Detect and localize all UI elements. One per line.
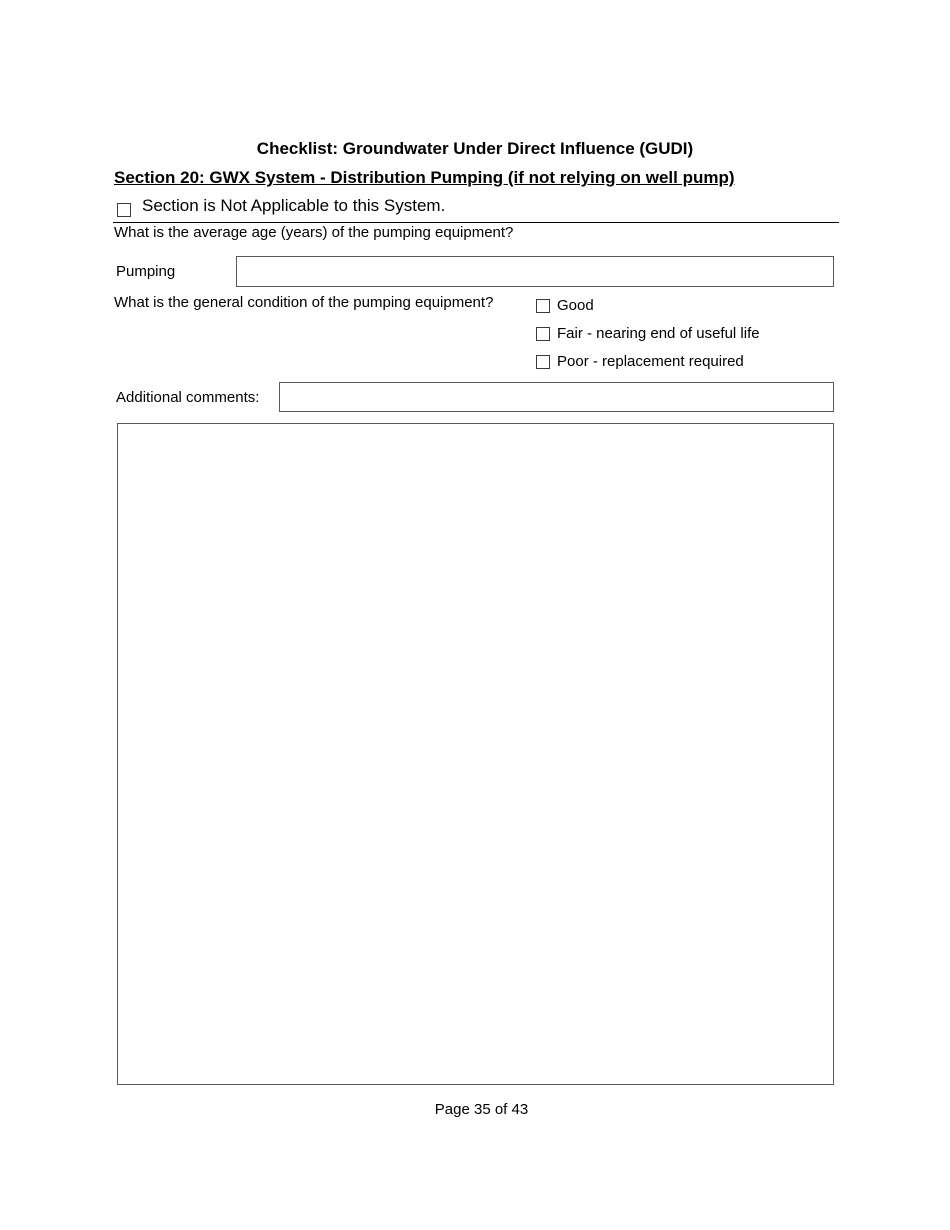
comments-textarea[interactable] — [117, 423, 834, 1085]
condition-poor-checkbox[interactable] — [536, 355, 550, 369]
condition-good-checkbox[interactable] — [536, 299, 550, 313]
condition-fair-label: Fair - nearing end of useful life — [557, 325, 760, 342]
pumping-field-label: Pumping — [116, 263, 176, 280]
document-title: Checklist: Groundwater Under Direct Influence (GUDI) — [256, 139, 694, 158]
additional-comments-input[interactable] — [279, 382, 834, 412]
pumping-age-input[interactable] — [236, 256, 834, 287]
section-divider — [113, 222, 839, 223]
condition-poor-label: Poor - replacement required — [557, 353, 744, 370]
not-applicable-checkbox[interactable] — [117, 203, 131, 217]
additional-comments-label: Additional comments: — [116, 389, 260, 406]
condition-good-label: Good — [557, 297, 594, 314]
section-heading: Section 20: GWX System - Distribution Pumping (if not relying on well pump) — [114, 168, 735, 187]
condition-fair-checkbox[interactable] — [536, 327, 550, 341]
condition-question-prompt: What is the general condition of the pumping equipment? — [114, 294, 494, 311]
age-question-prompt: What is the average age (years) of the pumping equipment? — [114, 224, 514, 241]
page-number: Page 35 of 43 — [434, 1101, 529, 1118]
not-applicable-label: Section is Not Applicable to this System. — [142, 196, 446, 215]
